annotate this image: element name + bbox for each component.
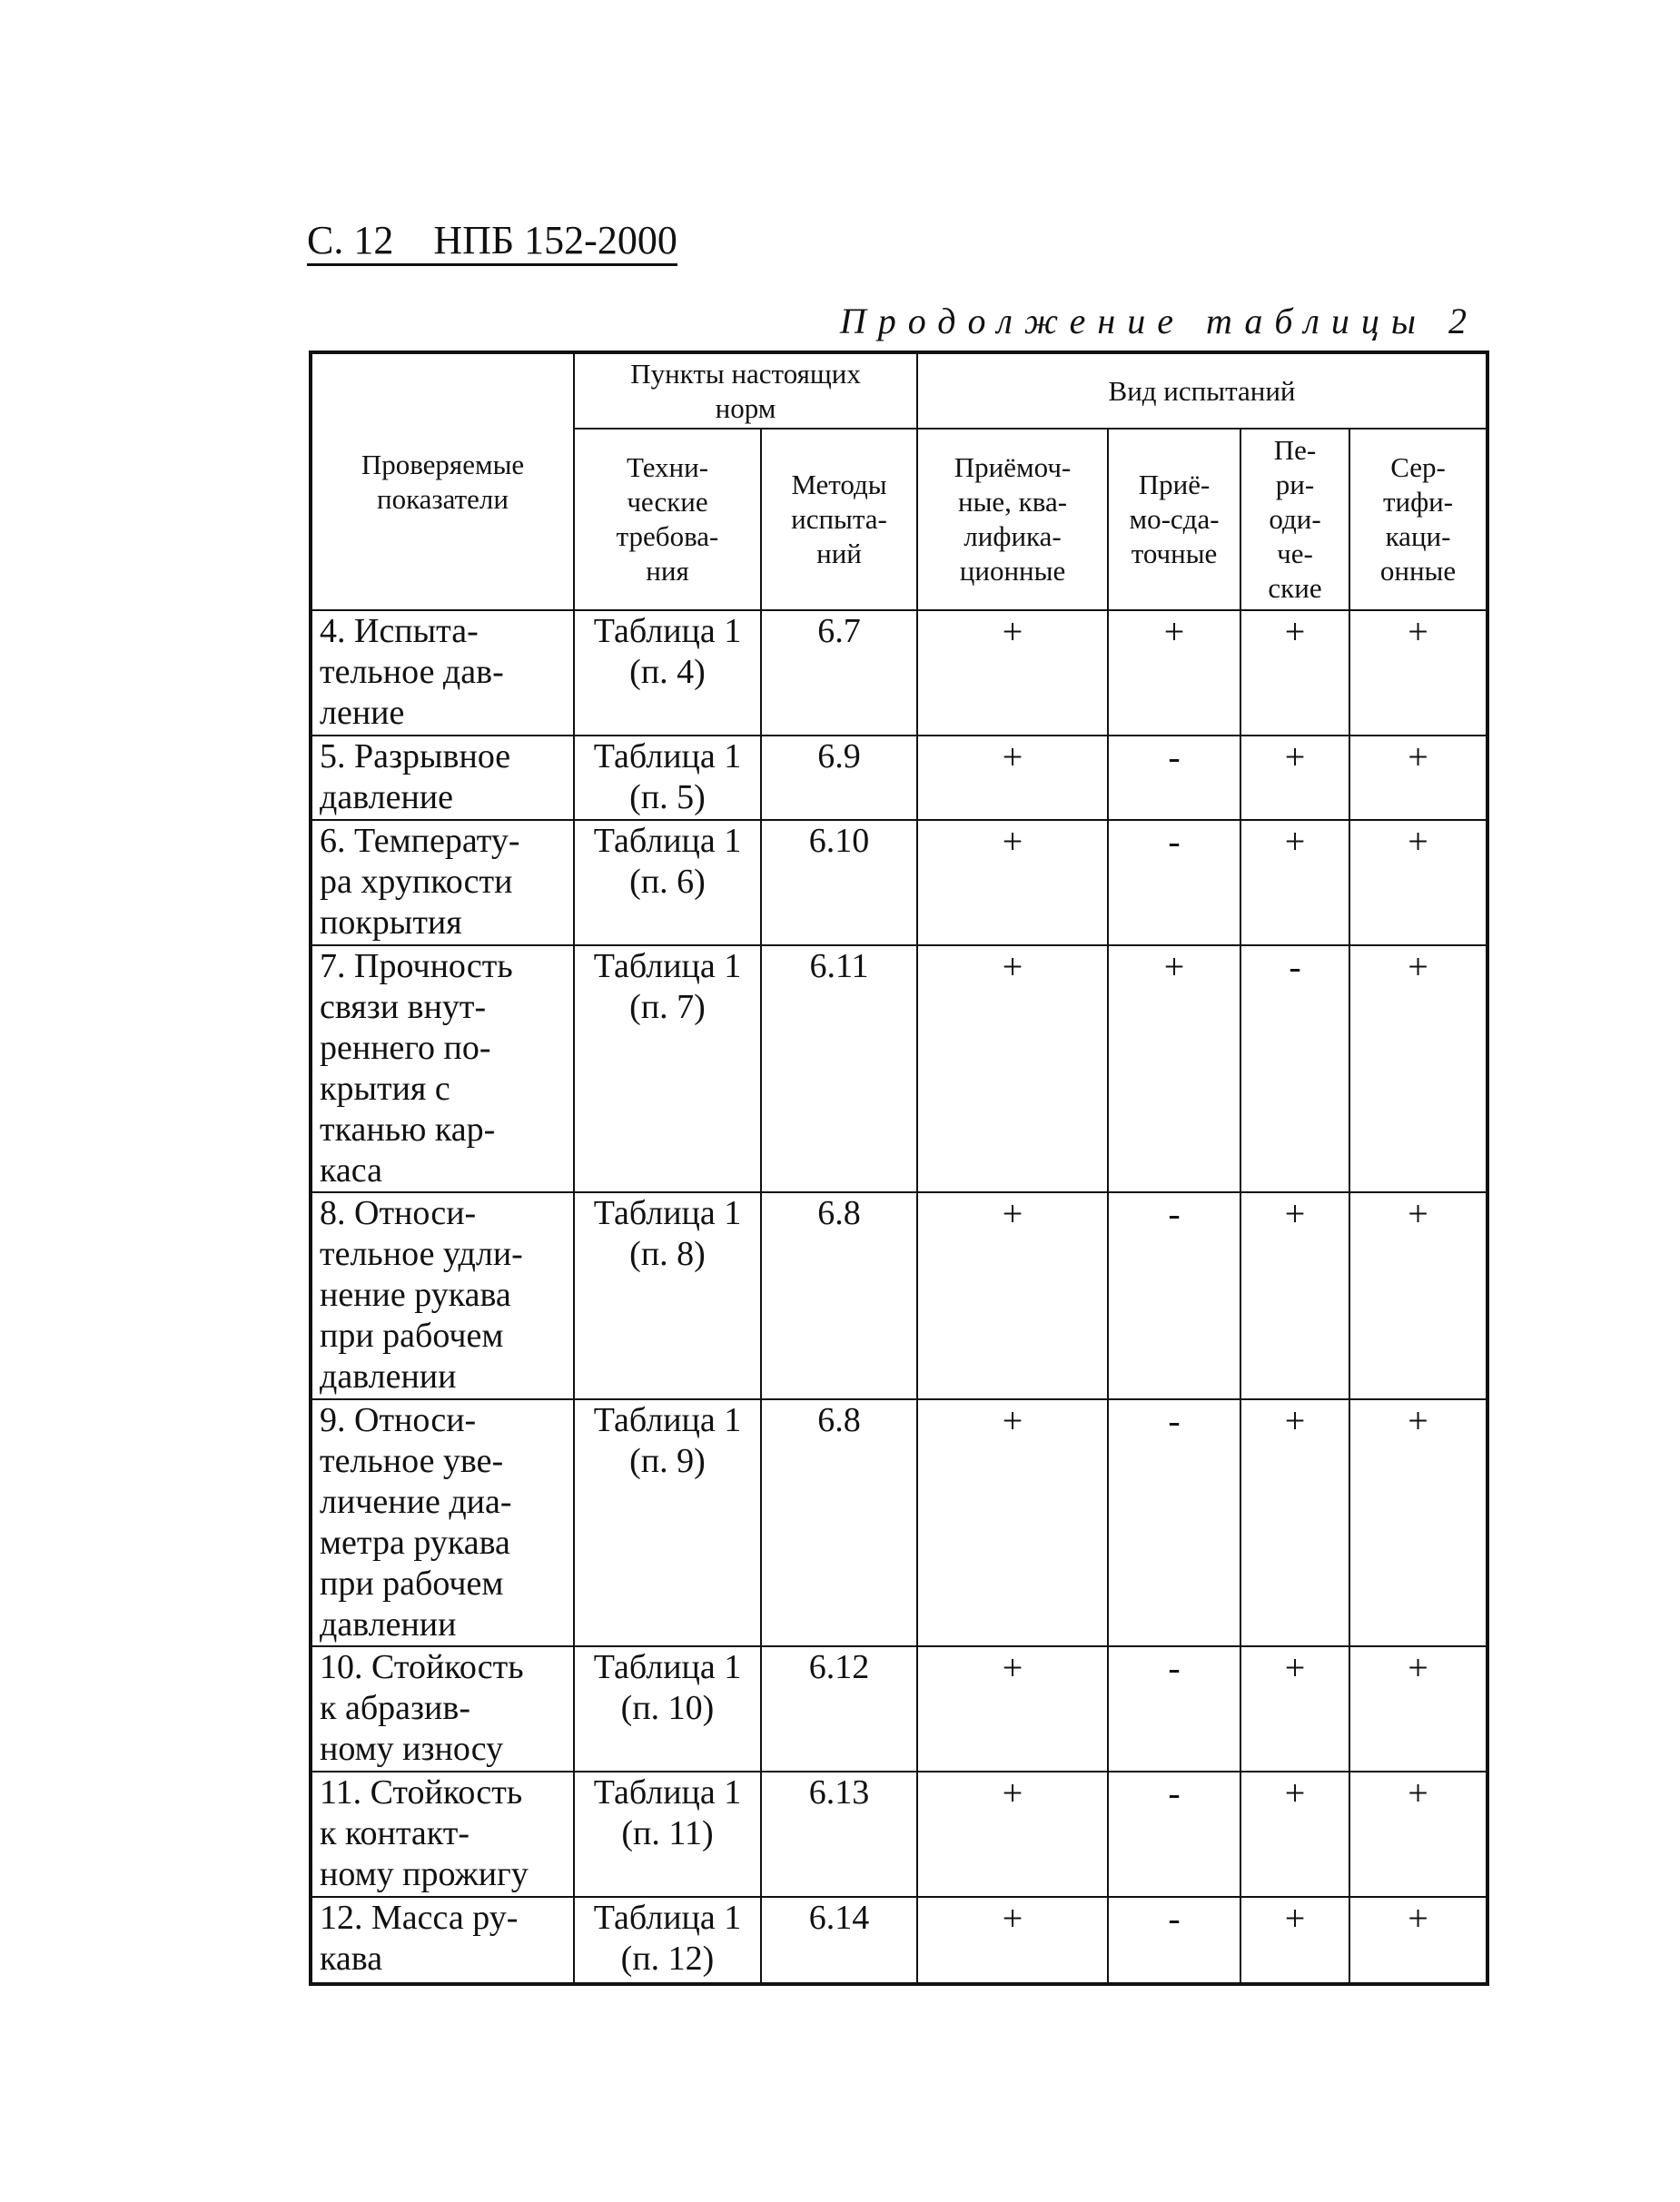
test-method-cell: 6.8 (761, 1192, 917, 1399)
certification-mark: + (1408, 736, 1428, 777)
table-row (311, 1772, 1487, 1897)
header-test-methods: Методы испыта- ний (761, 429, 917, 610)
acceptance-qualification-mark-cell (917, 736, 1108, 820)
acceptance-qualification-mark: + (1002, 821, 1023, 862)
acceptance-delivery-mark-cell (1108, 1646, 1240, 1772)
header-norm-points: Пункты настоящих норм (574, 352, 917, 429)
acceptance-qualification-mark-cell (917, 820, 1108, 945)
certification-mark: + (1408, 611, 1428, 652)
periodic-mark-cell (1240, 1897, 1349, 1984)
tech-requirement-cell: Таблица 1 (п. 10) (574, 1646, 761, 1772)
acceptance-delivery-mark: - (1168, 1647, 1181, 1688)
indicator-cell: 9. Относи- тельное уве- личение диа- метра рукава при рабочем давлении (311, 1399, 574, 1646)
certification-mark: + (1408, 1898, 1428, 1939)
acceptance-qualification-mark: + (1002, 1400, 1023, 1441)
header-tech-requirements: Техни- ческие требова- ния (574, 429, 761, 610)
acceptance-delivery-mark: - (1168, 1400, 1181, 1441)
acceptance-delivery-mark: - (1168, 736, 1181, 777)
acceptance-delivery-mark-cell (1108, 1897, 1240, 1984)
doc-code: НПБ 152-2000 (433, 218, 677, 262)
acceptance-delivery-mark-cell (1108, 820, 1240, 945)
table-row (311, 736, 1487, 820)
certification-mark-cell (1349, 1192, 1487, 1399)
indicator-cell: 6. Температу- ра хрупкости покрытия (311, 820, 574, 945)
acceptance-delivery-mark: - (1168, 1193, 1181, 1234)
acceptance-delivery-mark: - (1168, 1898, 1181, 1939)
periodic-mark: + (1284, 736, 1306, 777)
header-periodic: Пе- ри- оди- че- ские (1240, 429, 1349, 610)
table-row (311, 820, 1487, 945)
tech-requirement-cell: Таблица 1 (п. 5) (574, 736, 761, 820)
acceptance-qualification-mark: + (1002, 611, 1023, 652)
tech-requirement-cell: Таблица 1 (п. 12) (574, 1897, 761, 1984)
indicator-cell: 11. Стойкость к контакт- ному прожигу (311, 1772, 574, 1897)
table-body (311, 610, 1487, 1984)
indicator-cell: 12. Масса ру- кава (311, 1897, 574, 1984)
acceptance-delivery-mark: + (1163, 946, 1185, 987)
acceptance-delivery-mark-cell (1108, 610, 1240, 736)
periodic-mark-cell (1240, 610, 1349, 736)
header-indicators: Проверяемые показатели (311, 352, 574, 610)
table-row (311, 610, 1487, 736)
table-row (311, 1399, 1487, 1646)
acceptance-qualification-mark-cell (917, 1399, 1108, 1646)
certification-mark-cell (1349, 1897, 1487, 1984)
certification-mark-cell (1349, 820, 1487, 945)
acceptance-delivery-mark-cell (1108, 945, 1240, 1192)
acceptance-qualification-mark-cell (917, 1772, 1108, 1897)
acceptance-qualification-mark: + (1002, 736, 1023, 777)
certification-mark: + (1408, 1193, 1428, 1234)
acceptance-qualification-mark: + (1002, 1898, 1023, 1939)
certification-mark: + (1408, 1647, 1428, 1688)
acceptance-qualification-mark-cell (917, 1897, 1108, 1984)
acceptance-qualification-mark: + (1002, 1772, 1023, 1813)
periodic-mark-cell (1240, 945, 1349, 1192)
certification-mark-cell (1349, 610, 1487, 736)
test-method-cell: 6.11 (761, 945, 917, 1192)
certification-mark-cell (1349, 1772, 1487, 1897)
header-certification: Сер- тифи- каци- онные (1349, 429, 1487, 610)
acceptance-delivery-mark-cell (1108, 1192, 1240, 1399)
table-continuation-label: Продолжение таблицы 2 (839, 301, 1478, 341)
header-test-type: Вид испытаний (917, 352, 1487, 429)
test-method-cell: 6.12 (761, 1646, 917, 1772)
periodic-mark-cell (1240, 736, 1349, 820)
tech-requirement-cell: Таблица 1 (п. 7) (574, 945, 761, 1192)
test-method-cell: 6.13 (761, 1772, 917, 1897)
test-method-cell: 6.9 (761, 736, 917, 820)
periodic-mark-cell (1240, 1192, 1349, 1399)
certification-mark-cell (1349, 945, 1487, 1192)
indicator-cell: 10. Стойкость к абразив- ному износу (311, 1646, 574, 1772)
indicator-cell: 8. Относи- тельное удли- нение рукава при рабочем давлении (311, 1192, 574, 1399)
acceptance-qualification-mark-cell (917, 945, 1108, 1192)
periodic-mark: + (1284, 1193, 1306, 1234)
tech-requirement-cell: Таблица 1 (п. 6) (574, 820, 761, 945)
acceptance-qualification-mark-cell (917, 1646, 1108, 1772)
periodic-mark-cell (1240, 1772, 1349, 1897)
test-matrix-table (309, 351, 1489, 1986)
periodic-mark: + (1284, 611, 1306, 652)
periodic-mark-cell (1240, 1399, 1349, 1646)
acceptance-qualification-mark-cell (917, 1192, 1108, 1399)
acceptance-delivery-mark: + (1163, 611, 1185, 652)
test-method-cell: 6.8 (761, 1399, 917, 1646)
table-row (311, 1646, 1487, 1772)
certification-mark: + (1408, 1400, 1428, 1441)
test-method-cell: 6.10 (761, 820, 917, 945)
acceptance-delivery-mark-cell (1108, 1772, 1240, 1897)
periodic-mark: + (1284, 1400, 1306, 1441)
test-method-cell: 6.7 (761, 610, 917, 736)
periodic-mark: + (1284, 1647, 1306, 1688)
periodic-mark: + (1284, 1898, 1306, 1939)
acceptance-delivery-mark: - (1168, 821, 1181, 862)
header-acceptance-delivery: Приё- мо-сда- точные (1108, 429, 1240, 610)
tech-requirement-cell: Таблица 1 (п. 11) (574, 1772, 761, 1897)
tech-requirement-cell: Таблица 1 (п. 9) (574, 1399, 761, 1646)
certification-mark-cell (1349, 1399, 1487, 1646)
table-row (311, 945, 1487, 1192)
page-ref: С. 12 (307, 218, 394, 262)
certification-mark-cell (1349, 1646, 1487, 1772)
indicator-cell: 5. Разрывное давление (311, 736, 574, 820)
page-header (307, 218, 677, 266)
indicator-cell: 4. Испыта- тельное дав- ление (311, 610, 574, 736)
acceptance-qualification-mark: + (1002, 1647, 1023, 1688)
acceptance-delivery-mark-cell (1108, 736, 1240, 820)
periodic-mark: - (1289, 946, 1301, 987)
acceptance-qualification-mark-cell (917, 610, 1108, 736)
certification-mark: + (1408, 1772, 1428, 1813)
indicator-cell: 7. Прочность связи внут- реннего по- крытия с тканью кар- каса (311, 945, 574, 1192)
acceptance-delivery-mark-cell (1108, 1399, 1240, 1646)
header-acceptance-qualification: Приёмоч- ные, ква- лифика- ционные (917, 429, 1108, 610)
table-row (311, 1192, 1487, 1399)
tech-requirement-cell: Таблица 1 (п. 4) (574, 610, 761, 736)
acceptance-qualification-mark: + (1002, 1193, 1023, 1234)
acceptance-delivery-mark: - (1168, 1772, 1181, 1813)
certification-mark: + (1408, 821, 1428, 862)
certification-mark: + (1408, 946, 1428, 987)
tech-requirement-cell: Таблица 1 (п. 8) (574, 1192, 761, 1399)
periodic-mark: + (1284, 821, 1306, 862)
periodic-mark-cell (1240, 820, 1349, 945)
acceptance-qualification-mark: + (1002, 946, 1023, 987)
test-method-cell: 6.14 (761, 1897, 917, 1984)
table-row (311, 1897, 1487, 1984)
periodic-mark-cell (1240, 1646, 1349, 1772)
periodic-mark: + (1284, 1772, 1306, 1813)
certification-mark-cell (1349, 736, 1487, 820)
